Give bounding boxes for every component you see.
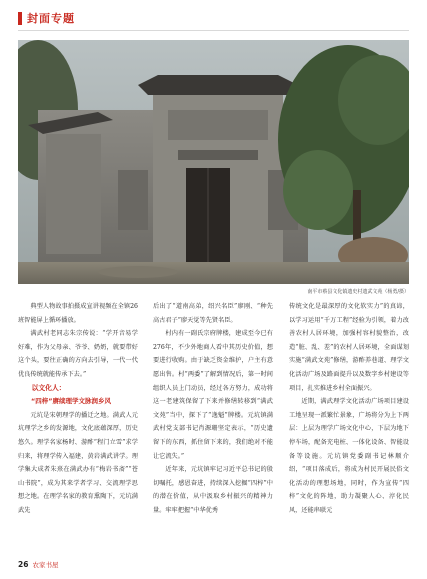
subheading-primary: 以文化人：	[31, 383, 66, 392]
subheading-secondary: “四梓”赓续理学文脉润乡风	[31, 397, 112, 406]
paragraph: 后出了“道南高弟，绍兴名臣”廖刚、“种先高古君子”廖天觉等先贤名臣。	[153, 303, 273, 324]
section-title: 封面专题	[27, 12, 75, 25]
article-column-3	[289, 300, 409, 518]
paragraph: 村内有一副氏宗府牌楼，建成至今已有276年，不少外地商人看中其历史价值，想要进行收购。由于缺乏资金维护，户主有意愿出售。村“两委”了解到情况后，第一时间组织人员上门动员，经过各方努力，成功将这一老建筑保留了下来并修缮转移到“满武文苑”当中，探下了“逸魁”牌楼。元坑镇满武村党支部书记肖源珊坚定表示，“历史遗留下的东西，抓住留下来的，我们绝对不能让它流失。”	[153, 330, 273, 460]
paragraph: 近期，满武理学文化活动广场项目建设工地呈现一派繁忙景象，广场将分为上下两层：上层为理学广场文化中心，下层为地下停车场，配备充电桩、一体化设备、智能设备等设施。元坑镇党委副书记林顺介绍，“项目落成后，将成为村民开展民俗文化活动的理想场地，同时，作为宣传“四梓”文化的阵地，助力凝聚人心、淳化民风，还能串联元	[289, 398, 409, 514]
paragraph: 元坑是宋朝理学的播迁之地。满武人元坑理学之乡的发源地，文化底蕴深厚，历史悠久。理学名家杨时、游酢“程门立雪”求学归来，将理学传入福建，黄岩满武讲学。理学集大成者朱熹在满武办有“梅岩书斋”“苍山书院”，成为其来学者学习、交流理学思想之地。在理学名家的教育熏陶下，元坑满武先	[18, 411, 138, 514]
page-footer	[18, 560, 58, 569]
header-divider	[18, 30, 409, 31]
paragraph: 近年来，元坑镇牢记习近平总书记的殷切嘱托，感恩奋进，持续深入挖掘“四梓”中的潜在价值，从中汲取乡村振兴的精神力量。牢牢把握“中华优秀	[153, 466, 273, 514]
paragraph: 典型人物故事拍摄成宣讲视频在全镇26班智能屏上循环播放。	[18, 303, 138, 324]
paragraph: 满武村老同志朱宗传说：“学开音易学好难，作为父母亲、爷爷、奶奶，就要带好这个头，要往正确的方向去引导，一代一代优良传统就能传承下去。”	[18, 330, 138, 378]
section-header	[18, 10, 75, 26]
ancestral-hall-photo	[18, 40, 409, 284]
feature-photo	[18, 40, 409, 284]
article-column-2	[153, 300, 273, 518]
paragraph: 传统文化是最深厚的文化软实力”的真谛，以学习运用“千万工程”经验为引领，着力改善农村人居环境，加强村容村貌整治，改造“脏、乱、差”的农村人居环境，全面谋划实施“满武文苑”修缮，游酢养巷道、理学文化活动广场及路面提升以及数字乡村建设等项目，扎实推进乡村全面振兴。	[289, 303, 409, 392]
photo-caption: 南平市蔡县文化镇遗史村遗武文苑（杨勇/摄）	[307, 289, 409, 295]
section-marker	[18, 12, 22, 25]
page-number: 26	[18, 560, 29, 569]
article-column-1	[18, 300, 138, 518]
magazine-name: 农家书屋	[32, 561, 59, 569]
article-body	[18, 300, 409, 555]
